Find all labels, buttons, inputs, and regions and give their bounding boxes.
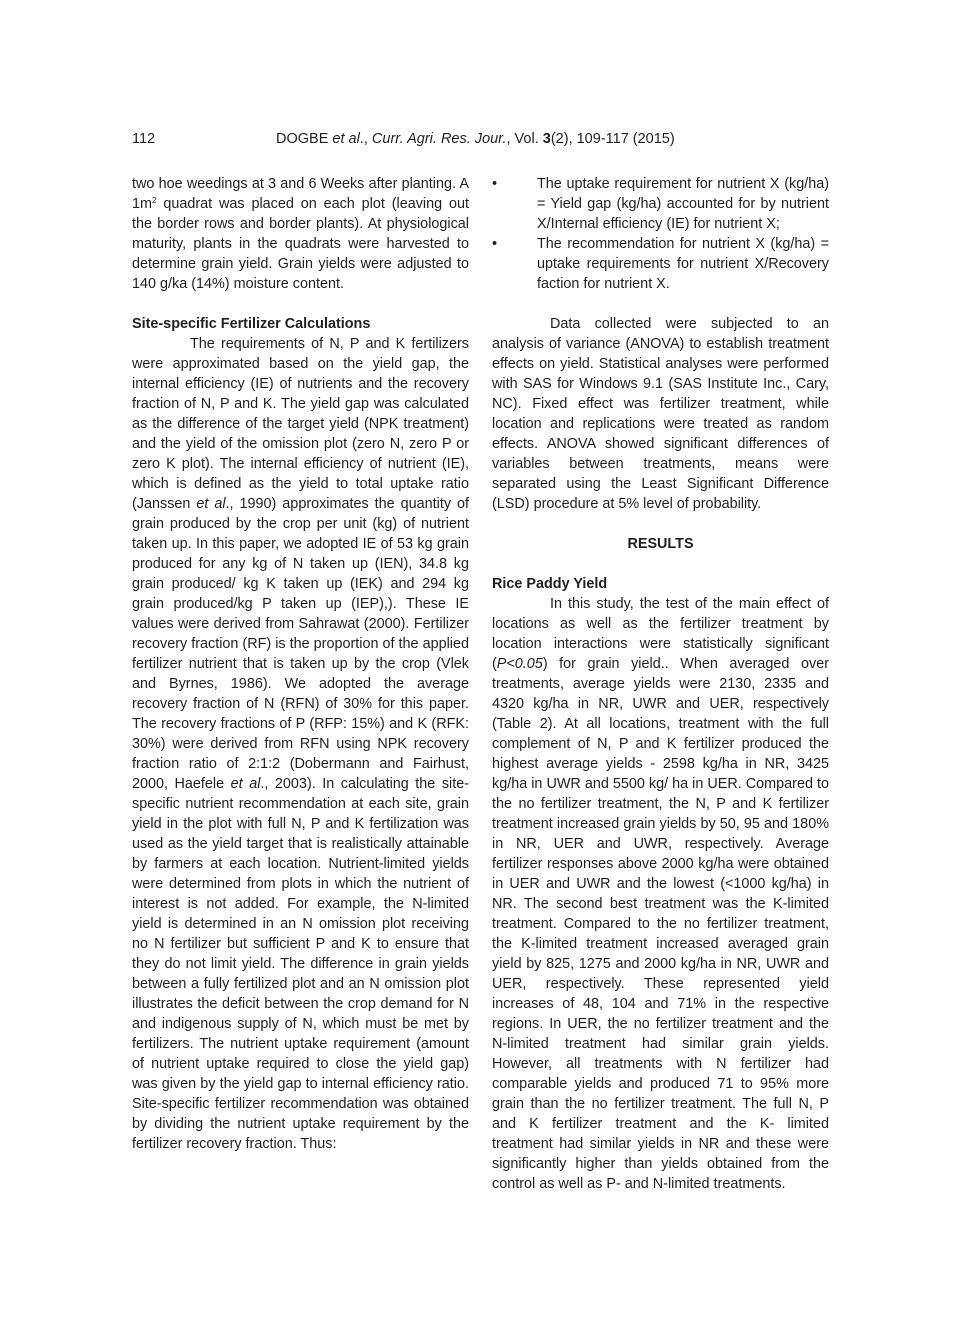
header-issue: (2), 109-117 (2015) — [550, 131, 675, 147]
intro-text-1: two hoe weedings at 3 and 6 Weeks after planting. A 1m — [132, 176, 469, 212]
p-value: P<0.05 — [496, 656, 543, 672]
fertilizer-calc-paragraph — [132, 334, 469, 1154]
header-et-al: et al — [332, 131, 360, 147]
bullet-item-recommendation — [492, 234, 829, 294]
header-separator: ., — [359, 131, 372, 147]
bullet-text: The recommendation for nutrient X (kg/ha) = uptake requirements for nutrient X/Recovery faction for nutrient X. — [537, 236, 829, 292]
calc-text-2: ., 1990) approximates the quantity of grain produced by the crop per unit (kg) of nutrient taken up. In this paper, we adopted IE of 53 kg grain produced for any kg of N taken up (IEN), 34.8 kg grain produced/ kg K taken up (IEK) and 294 kg grain produced/kg P taken up (IEP),). These IE values were derived from Sahrawat (2000). Fertilizer recovery fraction (RF) is the proportion of the applied fertilizer nutrient that is taken up by the crop (Vlek and Byrnes, 1986). We adopted the average recovery fraction of N (RFN) of 30% for this paper. The recovery fractions of P (RFP: 15%) and K (RFK: 30%) were derived from RFN using NPK recovery fraction ratio of 2:1:2 (Dobermann and Fairhust, 2000, Haefele — [132, 496, 470, 792]
bullet-icon: • — [492, 236, 498, 252]
bullet-text: The uptake requirement for nutrient X (kg/ha) = Yield gap (kg/ha) accounted for by nutrient X/Internal efficiency (IE) for nutrient X; — [537, 176, 829, 232]
results-heading: RESULTS — [627, 536, 694, 552]
anova-paragraph: Data collected were subjected to an analysis of variance (ANOVA) to establish treatment effects on yield. Statistical analyses were performed with SAS for Windows 9.1 (SAS Institute Inc., Cary, NC). Fixed effect was fertilizer treatment, while location and replications were treated as random effects. ANOVA showed significant differences of variables between treatments, means were separated using the Least Significant Difference (LSD) procedure at 5% level of probability. — [492, 316, 829, 512]
spacer — [492, 514, 829, 534]
calc-text-3: ., 2003). In calculating the site-specific nutrient recommendation at each site, grain yield in the plot with full N, P and K fertilization was used as the yield target that is realistically attainable by farmers at each location. Nutrient-limited yields were determined from plots in which the nutrient of interest is not added. For example, the N-limited yield is determined in an N omission plot receiving no N fertilizer but sufficient P and K to ensure that they do not limit yield. The difference in grain yields between a fully fertilized plot and an N omission plot illustrates the deficit between the crop demand for N and indigenous supply of N, which must be met by fertilizers. The nutrient uptake requirement (amount of nutrient uptake required to close the yield gap) was given by the yield gap to internal efficiency ratio. Site-specific fertilizer recommendation was obtained by dividing the nutrient uptake requirement by the fertilizer recovery fraction. Thus: — [132, 776, 470, 1152]
calc-text-1: The requirements of N, P and K fertilizers were approximated based on the yield gap, the internal efficiency (IE) of nutrients and the recovery fraction of N, P and K. The yield gap was calculated as the difference of the target yield (NPK treatment) and the yield of the omission plot (zero N, zero P or zero K plot). The internal efficiency of nutrient (IE), which is defined as the yield to total uptake ratio (Janssen — [132, 336, 469, 512]
results-text-2: ) for grain yield.. When averaged over treatments, average yields were 2130, 2335 and 4320 kg/ha in NR, UWR and UER, respectively (Table 2). At all locations, treatment with the full complement of N, P and K fertilizer produced the highest average yields - 2598 kg/ha in NR, 3425 kg/ha in UWR and 5500 kg/ ha in UER. Compared to the no fertilizer treatment, the N, P and K fertilizer treatment increased grain yields by 50, 95 and 180% in NR, UER and UWR, respectively. Average fertilizer responses above 2000 kg/ha were obtained in UER and UWR and the lowest (<1000 kg/ha) in NR. The second best treatment was the K-limited treatment. Compared to the no fertilizer treatment, the K-limited treatment increased averaged grain yield by 825, 1275 and 2000 kg/ha in NR, UWR and UER, respectively. These represented yield increases of 48, 104 and 71% in the respective regions. In UER, the no fertilizer treatment and the N-limited treatment had similar grain yields. However, all treatments with N fertilizer had comparable yields and produced 71 to 95% more grain than the no fertilizer treatment. The full N, P and K fertilizer treatment and the K- limited treatment had similar yields in NR and these were significantly higher than yields obtained from the control as well as P- and N-limited treatments. — [492, 656, 829, 1192]
subheading-rice-paddy-yield: Rice Paddy Yield — [492, 576, 608, 592]
spacer — [492, 294, 829, 314]
superscript-2: 2 — [152, 196, 157, 205]
intro-text-2: quadrat was placed on each plot (leaving out the border rows and border plants). At physiological maturity, plants in the quadrats were harvested to determine grain yield. Grain yields were adjusted to 140 g/ka (14%) moisture content. — [132, 196, 469, 292]
header-authors: DOGBE — [276, 131, 333, 147]
calc-et-al-2: et al — [230, 776, 261, 792]
header-vol-prefix: , Vol. — [506, 131, 543, 147]
header-journal: Curr. Agri. Res. Jour. — [371, 131, 507, 147]
running-header — [276, 129, 675, 149]
spacer — [492, 554, 829, 574]
spacer — [132, 294, 469, 314]
section-heading-fertilizer-calc: Site-specific Fertilizer Calculations — [132, 316, 371, 332]
results-text-1: In this study, the test of the main effect of locations as well as the fertilizer treatment by location interactions were statistically significant ( — [492, 596, 829, 672]
right-column — [492, 174, 829, 1194]
bullet-icon: • — [492, 176, 498, 192]
left-column — [132, 174, 469, 1154]
bullet-item-uptake — [492, 174, 829, 234]
results-paragraph — [492, 594, 829, 1194]
header-volume: 3 — [542, 131, 551, 147]
calc-et-al-1: et al — [196, 496, 226, 512]
intro-paragraph — [132, 174, 469, 294]
page-number: 112 — [132, 131, 156, 147]
